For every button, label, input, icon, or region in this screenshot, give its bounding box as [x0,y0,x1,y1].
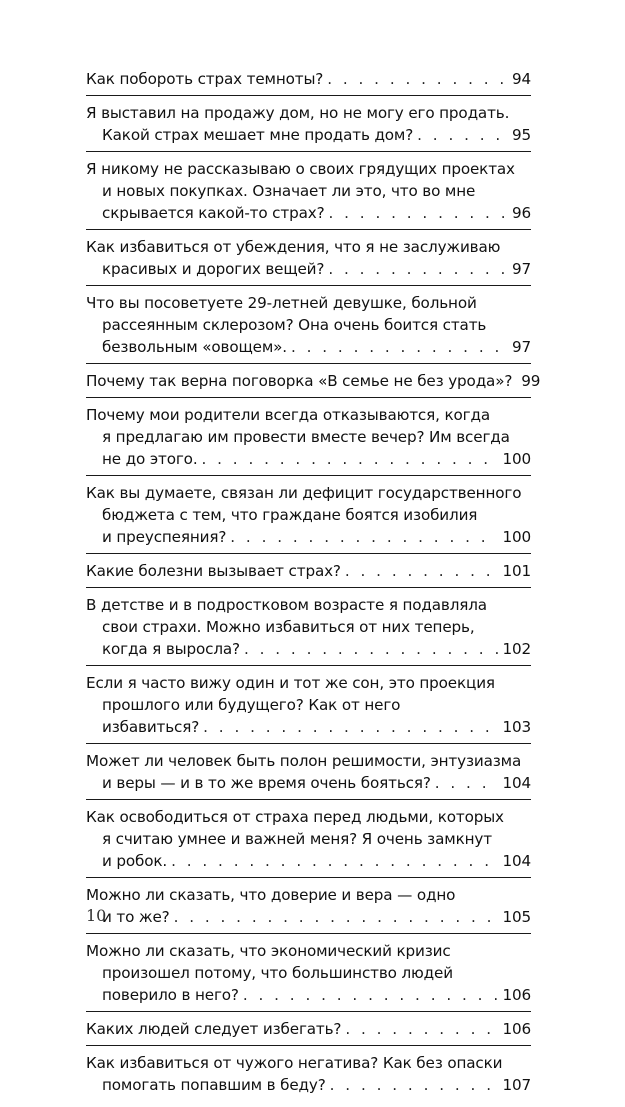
toc-entry-last-line [86,68,531,90]
toc-page-number: 101 [502,562,531,580]
toc-entry-text: Как побороть страх темноты? [86,70,324,88]
dot-leader [345,560,499,582]
toc-entry-last-line [86,370,541,392]
toc-entry [86,1018,531,1046]
toc-entry-text: и робок. [102,852,168,870]
toc-entry-last-line [86,336,531,358]
toc-page-number: 104 [502,852,531,870]
dot-leader [327,68,507,90]
dot-leader [328,258,507,280]
toc-entry [86,292,531,364]
toc-entry-last-line [86,448,531,470]
toc-entry-text: Почему так верна поговорка «В семье не без урода»? [86,372,513,390]
toc-page-number: 106 [502,986,531,1004]
toc-entry-line: Как избавиться от убеждения, что я не заслуживаю [86,238,501,256]
toc-entry-text: скрывается какой-то страх? [102,204,325,222]
toc-page-number: 99 [521,372,541,390]
toc-page-number: 104 [502,774,531,792]
toc-entry [86,806,531,878]
toc-entry-line: произошел потому, что большинство людей [102,964,453,982]
dot-leader [330,1074,499,1096]
toc-entry-line: Можно ли сказать, что экономический кризис [86,942,451,960]
toc-entry [86,940,531,1012]
dot-leader [243,984,499,1006]
toc-entry-line: свои страхи. Можно избавиться от них теперь, [102,618,475,636]
toc-entry-line: рассеянным склерозом? Она очень боится стать [102,316,487,334]
toc-entry-last-line [86,906,531,928]
dot-leader [244,638,499,660]
toc-entry-text: помогать попавшим в беду? [102,1076,326,1094]
toc-entry [86,884,531,934]
toc-page-number: 97 [511,260,531,278]
toc-page-number: 103 [502,718,531,736]
toc-entry-line: Как вы думаете, связан ли дефицит государственного [86,484,522,502]
toc-entry-last-line [86,1018,531,1040]
dot-leader [328,202,507,224]
dot-leader [417,124,507,146]
toc-entry-text: поверило в него? [102,986,239,1004]
toc-entry-line: и новых покупках. Означает ли это, что во мне [102,182,476,200]
toc-entry [86,158,531,230]
toc-entry-text: когда я выросла? [102,640,240,658]
toc-page-number: 97 [511,338,531,356]
dot-leader [203,716,498,738]
toc-entry [86,672,531,744]
toc-entry-last-line [86,638,531,660]
toc-page-number: 95 [511,126,531,144]
toc-entry-last-line [86,560,531,582]
toc-entry [86,482,531,554]
toc-entry-line: Как освободиться от страха перед людьми, которых [86,808,504,826]
toc-entry-last-line [86,258,531,280]
toc-entry-text: красивых и дорогих вещей? [102,260,325,278]
toc-page-number: 107 [502,1076,531,1094]
toc-entry-last-line [86,850,531,872]
toc-page-number: 105 [502,908,531,926]
toc-entry-line: В детстве и в подростковом возрасте я подавляла [86,596,487,614]
toc-entry-line: Как избавиться от чужого негатива? Как без опаски [86,1054,503,1072]
toc-entry [86,370,541,398]
toc-page-number: 94 [511,70,531,88]
toc-entry-last-line [86,526,531,548]
toc-entry-last-line [86,1074,531,1096]
toc-entry-line: Можно ли сказать, что доверие и вера — одно [86,886,456,904]
toc-entry-text: безвольным «овощем». [102,338,287,356]
toc-page-number: 96 [511,204,531,222]
toc-entry-text: Какой страх мешает мне продать дом? [102,126,414,144]
toc-entry-text: и преуспеяния? [102,528,227,546]
toc-entry-line: Я выставил на продажу дом, но не могу его продать. [86,104,510,122]
toc-entry [86,1052,531,1101]
toc-entry-line: Что вы посоветуете 29-летней девушке, больной [86,294,477,312]
toc-entry-line: Если я часто вижу один и тот же сон, это проекция [86,674,495,692]
toc-entry-text: избавиться? [102,718,200,736]
toc-entry-last-line [86,202,531,224]
dot-leader [171,850,498,872]
toc-entry-last-line [86,124,531,146]
toc-entry-line: прошлого или будущего? Как от него [102,696,401,714]
dot-leader [202,448,499,470]
toc-entry-text: Каких людей следует избегать? [86,1020,342,1038]
toc-entry-line: Почему мои родители всегда отказываются, когда [86,406,490,424]
toc-entry-text: и то же? [102,908,170,926]
page-number: 10 [86,906,107,925]
toc-entry [86,102,531,152]
toc-page-number: 106 [502,1020,531,1038]
toc-entry [86,68,531,96]
toc-entry-line: я предлагаю им провести вместе вечер? Им всегда [102,428,510,446]
toc-entry-last-line [86,984,531,1006]
dot-leader [345,1018,498,1040]
toc-page-number: 102 [502,640,531,658]
toc-entry [86,594,531,666]
toc-entry-text: не до этого. [102,450,198,468]
toc-page-number: 100 [502,450,531,468]
toc-entry-text: и веры — и в то же время очень бояться? [102,774,431,792]
dot-leader [435,772,499,794]
toc-entry-line: Может ли человек быть полон решимости, энтузиазма [86,752,522,770]
table-of-contents [86,68,541,1107]
toc-entry-line: бюджета с тем, что граждане боятся изобилия [102,506,478,524]
toc-entry [86,750,531,800]
toc-entry-text: Какие болезни вызывает страх? [86,562,341,580]
toc-entry [86,404,531,476]
toc-entry-line: я считаю умнее и важней меня? Я очень замкнут [102,830,492,848]
toc-entry [86,560,531,588]
toc-entry [86,236,531,286]
dot-leader [291,336,507,358]
toc-entry-last-line [86,772,531,794]
dot-leader [230,526,498,548]
toc-entry-line: Я никому не рассказываю о своих грядущих проектах [86,160,515,178]
toc-page-number: 100 [502,528,531,546]
toc-entry-last-line [86,716,531,738]
dot-leader [174,906,499,928]
